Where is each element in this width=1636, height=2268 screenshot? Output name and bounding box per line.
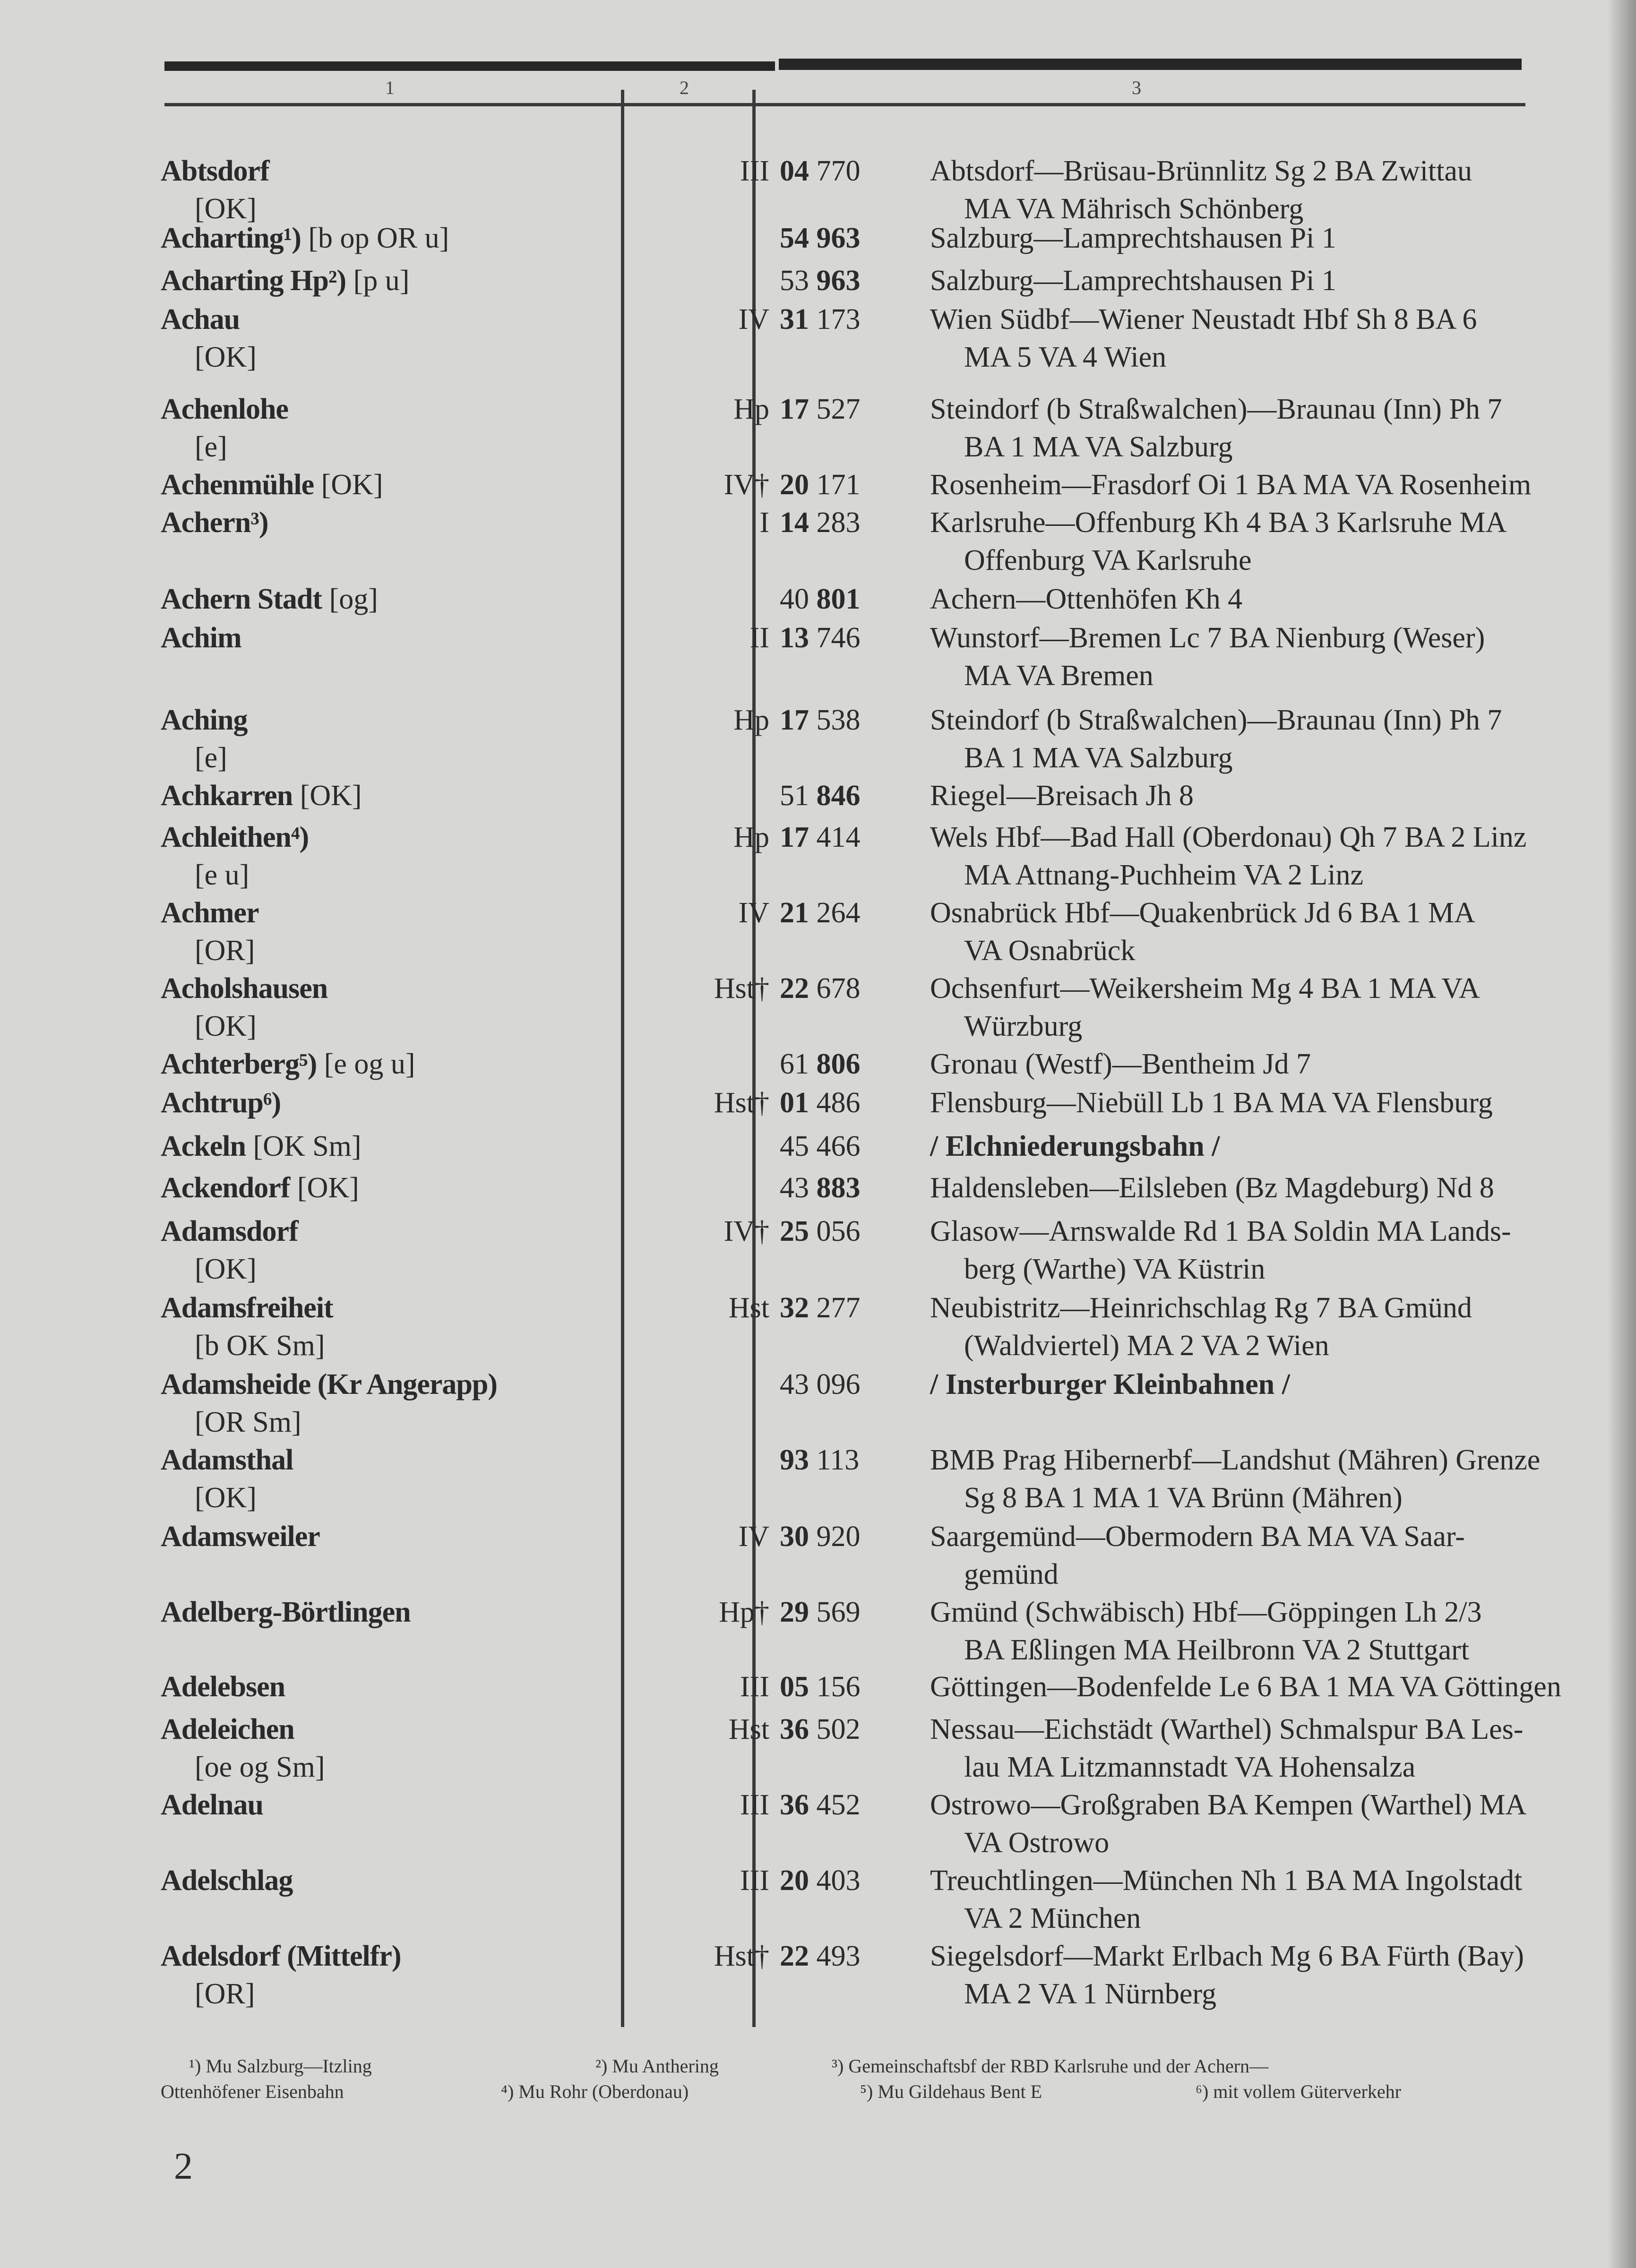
station-number: 61 806: [780, 1048, 861, 1080]
footnote-2: ²) Mu Anthering: [595, 2055, 719, 2077]
station-number: 17 538: [780, 704, 861, 736]
column-1-number: 1: [385, 77, 395, 98]
route-description: Abtsdorf—Brüsau-Brünnlitz Sg 2 BA Zwittau MA VA Mährisch Schönberg: [930, 155, 1472, 225]
route-description: Neubistritz—Heinrichschlag Rg 7 BA Gmünd (Waldviertel) MA 2 VA 2 Wien: [930, 1292, 1472, 1362]
station-class: Hst†: [714, 972, 769, 1005]
station-class: Hst†: [714, 1087, 769, 1119]
route-description: Gmünd (Schwäbisch) Hbf—Göppingen Lh 2/3 BA Eßlingen MA Heilbronn VA 2 Stuttgart: [930, 1596, 1482, 1666]
station-class: III: [740, 1789, 769, 1821]
station-number: 25 056: [780, 1215, 861, 1247]
station-name-cell: Acholshausen [OK]: [161, 972, 328, 1042]
station-class: III: [740, 1864, 769, 1897]
station-number: 93 113: [780, 1444, 860, 1476]
route-description: BMB Prag Hibernerbf—Landshut (Mähren) Grenze Sg 8 BA 1 MA 1 VA Brünn (Mähren): [930, 1444, 1541, 1514]
station-name-cell: Adelnau: [161, 1789, 263, 1821]
header-underline: [164, 103, 1525, 106]
station-class: IV†: [723, 469, 769, 501]
station-number: 17 527: [780, 393, 861, 425]
station-number: 43 096: [780, 1368, 861, 1400]
station-number: 36 502: [780, 1713, 861, 1745]
route-description: Steindorf (b Straßwalchen)—Braunau (Inn) Ph 7 BA 1 MA VA Salzburg: [930, 704, 1502, 774]
station-name-cell: Achern Stadt [og]: [161, 583, 378, 615]
footnote-4: ⁴) Mu Rohr (Oberdonau): [501, 2081, 689, 2102]
route-description: Salzburg—Lamprechtshausen Pi 1: [930, 222, 1336, 254]
station-name-cell: Adamsdorf [OK]: [161, 1215, 298, 1285]
station-number: 22 678: [780, 972, 861, 1005]
station-class: Hp: [733, 704, 769, 736]
route-description: Gronau (Westf)—Bentheim Jd 7: [930, 1048, 1311, 1080]
station-class: Hp: [733, 821, 769, 853]
station-name-cell: Adelebsen: [161, 1671, 285, 1703]
station-name-cell: Adeleichen [oe og Sm]: [161, 1713, 325, 1783]
station-name-cell: Achmer [OR]: [161, 897, 259, 967]
route-description: Wunstorf—Bremen Lc 7 BA Nienburg (Weser) MA VA Bremen: [930, 622, 1485, 692]
station-number: 31 173: [780, 303, 861, 335]
station-number: 30 920: [780, 1521, 861, 1553]
station-name-cell: Achleithen⁴) [e u]: [161, 821, 309, 891]
station-name-cell: Acharting¹) [b op OR u]: [161, 222, 449, 254]
station-number: 53 963: [780, 265, 861, 297]
route-description: Siegelsdorf—Markt Erlbach Mg 6 BA Fürth (Bay) MA 2 VA 1 Nürnberg: [930, 1940, 1524, 2010]
station-name-cell: Adamsthal [OK]: [161, 1444, 293, 1514]
station-class: III: [740, 155, 769, 187]
route-description: Achern—Ottenhöfen Kh 4: [930, 583, 1243, 615]
station-name-cell: Ackendorf [OK]: [161, 1172, 359, 1204]
route-description: Ostrowo—Großgraben BA Kempen (Warthel) MA VA Ostrowo: [930, 1789, 1527, 1859]
station-name-cell: Adelschlag: [161, 1864, 293, 1897]
station-number: 20 171: [780, 469, 861, 501]
footnote-5: ⁵) Mu Gildehaus Bent E: [860, 2081, 1042, 2102]
footnote-1: ¹) Mu Salzburg—Itzling: [189, 2055, 372, 2077]
station-name-cell: Achenlohe [e]: [161, 393, 288, 463]
station-class: IV: [738, 897, 769, 929]
station-number: 51 846: [780, 780, 861, 812]
route-description: Göttingen—Bodenfelde Le 6 BA 1 MA VA Göttingen: [930, 1671, 1561, 1703]
station-class: IV: [738, 1521, 769, 1553]
station-name-cell: Achim: [161, 622, 241, 654]
station-name-cell: Achern³): [161, 507, 268, 539]
route-description: Wels Hbf—Bad Hall (Oberdonau) Qh 7 BA 2 Linz MA Attnang-Puchheim VA 2 Linz: [930, 821, 1527, 891]
column-2-number: 2: [680, 77, 689, 98]
station-name-cell: Acharting Hp²) [p u]: [161, 265, 410, 297]
route-description: Steindorf (b Straßwalchen)—Braunau (Inn) Ph 7 BA 1 MA VA Salzburg: [930, 393, 1502, 463]
station-class: Hp: [733, 393, 769, 425]
station-number: 13 746: [780, 622, 861, 654]
station-name-cell: Achterberg⁵) [e og u]: [161, 1048, 415, 1080]
route-description: Glasow—Arnswalde Rd 1 BA Soldin MA Lands- berg (Warthe) VA Küstrin: [930, 1215, 1511, 1285]
footnotes: [161, 2053, 1531, 2105]
station-number: 01 486: [780, 1087, 861, 1119]
station-number: 14 283: [780, 507, 861, 539]
route-description: Ochsenfurt—Weikersheim Mg 4 BA 1 MA VA Würzburg: [930, 972, 1480, 1042]
header-rule-right: [779, 59, 1522, 70]
station-class: I: [759, 507, 769, 539]
station-number: 32 277: [780, 1292, 861, 1324]
route-description: Osnabrück Hbf—Quakenbrück Jd 6 BA 1 MA VA Osnabrück: [930, 897, 1475, 967]
station-name-cell: Abtsdorf [OK]: [161, 155, 269, 225]
route-description: Rosenheim—Frasdorf Oi 1 BA MA VA Rosenheim: [930, 469, 1532, 501]
page-number: 2: [174, 2146, 193, 2187]
column-3-number: 3: [1132, 77, 1141, 98]
station-name-cell: Ackeln [OK Sm]: [161, 1130, 362, 1162]
station-class: Hst†: [714, 1940, 769, 1972]
station-class: II: [749, 622, 769, 654]
station-name-cell: Achenmühle [OK]: [161, 469, 383, 501]
station-class: IV: [738, 303, 769, 335]
route-description: / Insterburger Kleinbahnen /: [930, 1368, 1290, 1400]
station-name-cell: Adelberg-Börtlingen: [161, 1596, 411, 1628]
route-description: / Elchniederungsbahn /: [930, 1130, 1220, 1162]
station-class: Hst: [728, 1292, 769, 1324]
station-name-cell: Adelsdorf (Mittelfr) [OR]: [161, 1940, 401, 2010]
station-class: Hp†: [719, 1596, 769, 1628]
station-number: 45 466: [780, 1130, 861, 1162]
station-number: 40 801: [780, 583, 861, 615]
station-class: IV†: [723, 1215, 769, 1247]
station-number: 43 883: [780, 1172, 861, 1204]
station-name-cell: Achau [OK]: [161, 303, 257, 373]
station-number: 36 452: [780, 1789, 861, 1821]
station-name-cell: Achkarren [OK]: [161, 780, 362, 812]
footnote-6: ⁶) mit vollem Güterverkehr: [1196, 2081, 1401, 2102]
route-description: Flensburg—Niebüll Lb 1 BA MA VA Flensburg: [930, 1087, 1493, 1119]
route-description: Haldensleben—Eilsleben (Bz Magdeburg) Nd 8: [930, 1172, 1494, 1204]
route-description: Nessau—Eichstädt (Warthel) Schmalspur BA Les- lau MA Litzmannstadt VA Hohensalza: [930, 1713, 1524, 1783]
footnote-3: ³) Gemeinschaftsbf der RBD Karlsruhe und der Achern—: [832, 2055, 1268, 2077]
route-description: Karlsruhe—Offenburg Kh 4 BA 3 Karlsruhe MA Offenburg VA Karlsruhe: [930, 507, 1507, 576]
station-number: 04 770: [780, 155, 861, 187]
station-number: 22 493: [780, 1940, 861, 1972]
route-description: Saargemünd—Obermodern BA MA VA Saar- gemünd: [930, 1521, 1465, 1590]
route-description: Riegel—Breisach Jh 8: [930, 780, 1194, 812]
header-rule-left: [164, 61, 775, 71]
route-description: Salzburg—Lamprechtshausen Pi 1: [930, 265, 1336, 297]
route-description: Wien Südbf—Wiener Neustadt Hbf Sh 8 BA 6 MA 5 VA 4 Wien: [930, 303, 1477, 373]
station-name-cell: Adamsweiler: [161, 1521, 320, 1553]
station-number: 17 414: [780, 821, 861, 853]
station-number: 05 156: [780, 1671, 861, 1703]
station-name-cell: Achtrup⁶): [161, 1087, 281, 1119]
route-description: Treuchtlingen—München Nh 1 BA MA Ingolstadt VA 2 München: [930, 1864, 1523, 1934]
station-number: 29 569: [780, 1596, 861, 1628]
station-name-cell: Aching [e]: [161, 704, 248, 774]
station-name-cell: Adamsheide (Kr Angerapp) [OR Sm]: [161, 1368, 498, 1438]
station-name-cell: Adamsfreiheit [b OK Sm]: [161, 1292, 333, 1362]
station-number: 21 264: [780, 897, 861, 929]
station-number: 20 403: [780, 1864, 861, 1897]
station-number: 54 963: [780, 222, 861, 254]
station-class: III: [740, 1671, 769, 1703]
station-class: Hst: [728, 1713, 769, 1745]
footnote-3-continued: Ottenhöfener Eisenbahn: [161, 2081, 344, 2102]
